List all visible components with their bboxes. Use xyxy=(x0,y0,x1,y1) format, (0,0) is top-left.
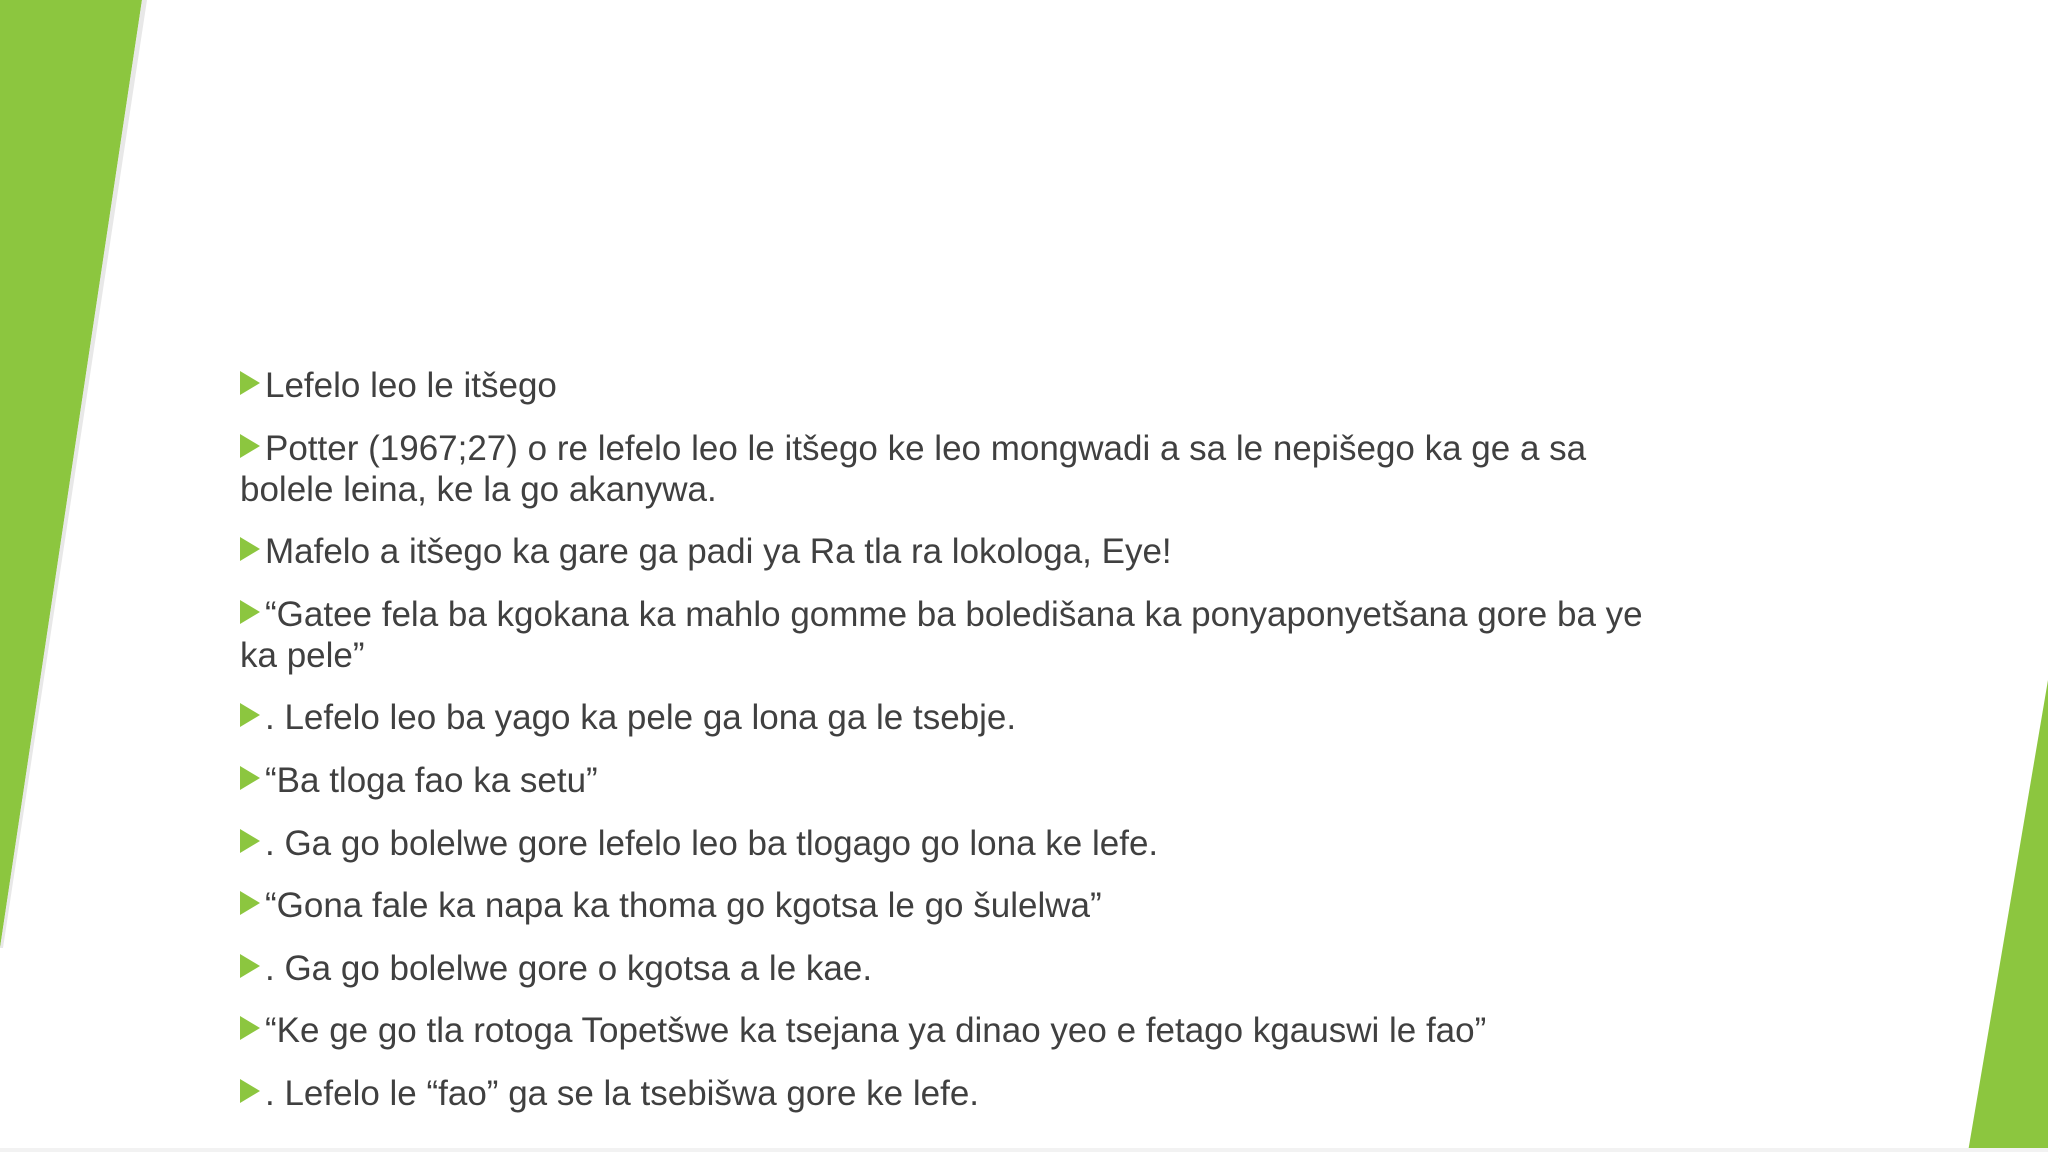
bullet-text: “Gatee fela ba kgokana ka mahlo gomme ba boledišana ka ponyaponyetšana gore ba ye ka pele” xyxy=(240,594,1643,675)
bullet-text: Potter (1967;27) o re lefelo leo le itšego ke leo mongwadi a sa le nepišego ka ge a sa bolele leina, ke la go akanywa. xyxy=(240,428,1587,509)
triangle-right-icon xyxy=(240,829,260,853)
triangle-right-icon xyxy=(240,1016,260,1040)
bullet-text: . Ga go bolelwe gore o kgotsa a le kae. xyxy=(265,948,873,988)
bullet-item xyxy=(240,885,1680,926)
triangle-right-icon xyxy=(240,537,260,561)
bullet-text: . Lefelo leo ba yago ka pele ga lona ga le tsebje. xyxy=(265,698,1017,738)
triangle-right-icon xyxy=(240,703,260,727)
bullet-item xyxy=(240,760,1680,801)
bullet-list xyxy=(240,365,1680,1136)
bullet-text: “Ba tloga fao ka setu” xyxy=(265,760,598,800)
triangle-right-icon xyxy=(240,766,260,790)
triangle-right-icon xyxy=(240,371,260,395)
bullet-text: “Ke ge go tla rotoga Topetšwe ka tsejana ya dinao yeo e fetago kgauswi le fao” xyxy=(265,1011,1487,1051)
bullet-item xyxy=(240,1010,1680,1051)
bullet-text: “Gona fale ka napa ka thoma go kgotsa le go šulelwa” xyxy=(265,886,1102,926)
bullet-item xyxy=(240,531,1680,572)
bullet-item xyxy=(240,1073,1680,1114)
right-accent-stripe xyxy=(1968,680,2048,1152)
bullet-text: Lefelo leo le itšego xyxy=(265,366,557,405)
bullet-text: . Ga go bolelwe gore lefelo leo ba tlogago go lona ke lefe. xyxy=(265,823,1159,863)
triangle-right-icon xyxy=(240,600,260,624)
bullet-item xyxy=(240,697,1680,738)
bullet-item xyxy=(240,823,1680,864)
bullet-item xyxy=(240,365,1680,406)
triangle-right-icon xyxy=(240,954,260,978)
bullet-text: Mafelo a itšego ka gare ga padi ya Ra tla ra lokologa, Eye! xyxy=(265,532,1172,572)
bullet-item xyxy=(240,594,1680,676)
bottom-shadow-line xyxy=(0,1148,2048,1152)
bullet-text: . Lefelo le “fao” ga se la tsebišwa gore ke lefe. xyxy=(265,1073,980,1113)
triangle-right-icon xyxy=(240,1079,260,1103)
triangle-right-icon xyxy=(240,434,260,458)
bullet-item xyxy=(240,948,1680,989)
triangle-right-icon xyxy=(240,891,260,915)
bullet-item xyxy=(240,428,1680,510)
